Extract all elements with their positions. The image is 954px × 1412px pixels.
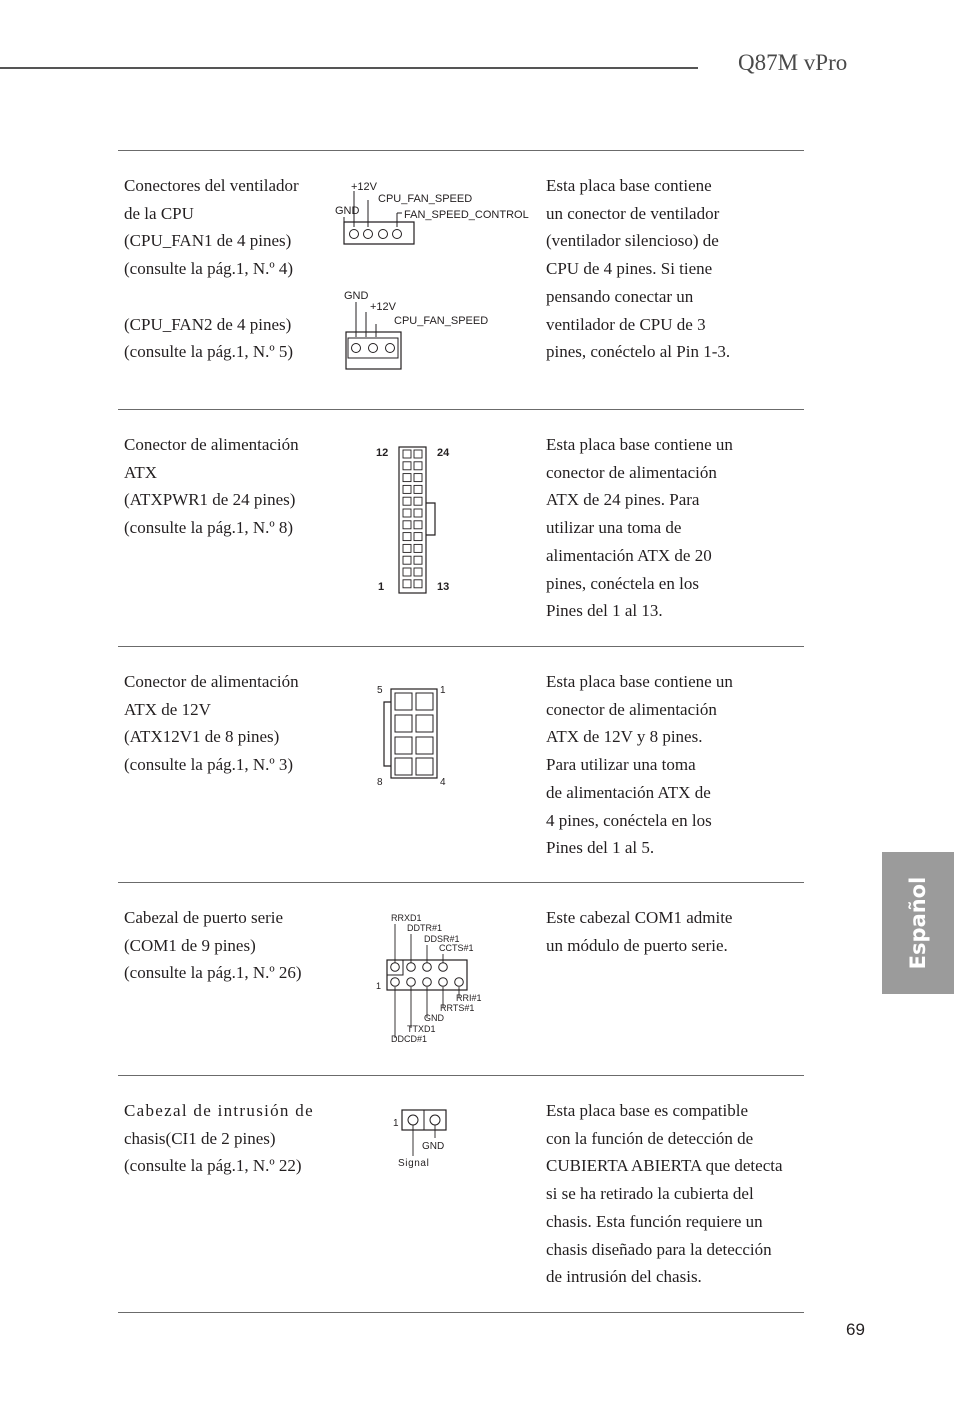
section-divider (118, 150, 804, 151)
chassis-intrusion-description (124, 1097, 339, 1180)
fan2-speed-label: CPU_FAN_SPEED (394, 315, 489, 327)
ci1-gnd-label: GND (422, 1141, 445, 1152)
atx24-pin (403, 580, 411, 588)
fan1-12v-label: +12V (351, 181, 377, 193)
text-line: pines, conéctela en los (546, 573, 699, 593)
com1-rri1-label: RRI#1 (456, 993, 482, 1003)
text-line: chasis(CI1 de 2 pines) (124, 1128, 276, 1148)
com1-ccts1-label: CCTS#1 (439, 943, 474, 953)
text-line: Esta placa base contiene un (546, 435, 733, 454)
atx24-pin (414, 533, 422, 541)
text-line: (consulte la pág.1, N.º 5) (124, 342, 294, 362)
atx-power-description (124, 431, 339, 542)
cpu-fan-description (124, 172, 339, 366)
text-line: un módulo de puerto serie. (546, 935, 728, 955)
atx24-pin (403, 462, 411, 470)
cpu-fan-diagram (330, 172, 545, 377)
atx24-pin (414, 450, 422, 458)
text-line: ventilador de CPU de 3 (546, 314, 706, 334)
text-line: pines, conéctelo al Pin 1-3. (546, 342, 731, 362)
text-line: (consulte la pág.1, N.º 26) (124, 963, 302, 983)
text-line: de alimentación ATX de (546, 782, 711, 802)
atx24-pin (403, 533, 411, 541)
atx24-pin12-label: 12 (376, 447, 389, 459)
atx24-pin (403, 450, 411, 458)
text-line: (CPU_FAN1 de 4 pines) (124, 231, 292, 251)
text-line: Este cabezal COM1 admite (546, 908, 733, 927)
text-line: 4 pines, conéctela en los (546, 810, 712, 830)
atx24-pin (403, 474, 411, 482)
text-line: Esta placa base contiene un (546, 672, 733, 691)
atx24-pin (414, 568, 422, 576)
text-line: (consulte la pág.1, N.º 8) (124, 518, 294, 538)
text-line: (consulte la pág.1, N.º 3) (124, 755, 294, 775)
section-divider (118, 646, 804, 647)
atx-power-explanation (546, 431, 804, 625)
atx24-pin1-label: 1 (378, 581, 385, 593)
fan1-speed-label: CPU_FAN_SPEED (378, 193, 473, 205)
atx12v-description (124, 668, 339, 779)
atx24-pin (414, 462, 422, 470)
text-line: utilizar una toma de (546, 518, 682, 538)
text-line: (ATX12V1 de 8 pines) (124, 727, 280, 747)
text-line: alimentación ATX de 20 (546, 545, 712, 565)
ci1-pin1-label: 1 (393, 1118, 399, 1129)
text-line: Pines del 1 al 13. (546, 601, 663, 621)
atx12v-pin1-label: 1 (440, 685, 446, 696)
atx24-pin (414, 580, 422, 588)
text-line: CPU de 4 pines. Si tiene (546, 259, 713, 279)
text-line: (ATXPWR1 de 24 pines) (124, 490, 296, 510)
section-divider (118, 882, 804, 883)
fan1-control-label: FAN_SPEED_CONTROL (404, 209, 529, 221)
com1-explanation (546, 904, 804, 959)
text-line: (COM1 de 9 pines) (124, 935, 256, 955)
atx24-pin (403, 521, 411, 529)
atx24-pin (414, 497, 422, 505)
page-number: 69 (846, 1320, 865, 1339)
atx24-pin (403, 497, 411, 505)
text-line: (consulte la pág.1, N.º 4) (124, 259, 294, 279)
fan1-gnd-label: GND (335, 205, 360, 217)
com1-ttxd1-label: TTXD1 (407, 1024, 436, 1034)
text-line: Para utilizar una toma (546, 755, 696, 775)
atx24-pin (403, 509, 411, 517)
text-line: de la CPU (124, 203, 194, 223)
com1-pin1-label: 1 (376, 981, 382, 991)
text-line: ATX de 24 pines. Para (546, 490, 700, 510)
text-line: ATX de 12V y 8 pines. (546, 727, 703, 747)
text-line: Pines del 1 al 5. (546, 838, 655, 858)
text-line: un conector de ventilador (546, 203, 720, 223)
text-line: ATX de 12V (124, 699, 211, 719)
atx12v-explanation (546, 668, 804, 862)
text-line: ATX (124, 462, 158, 482)
section-divider (118, 1075, 804, 1076)
chassis-intrusion-explanation (546, 1097, 804, 1291)
atx24-diagram (330, 438, 530, 608)
atx24-pin (414, 556, 422, 564)
text-line: CUBIERTA ABIERTA que detecta (546, 1156, 783, 1176)
text-line: (ventilador silencioso) de (546, 231, 719, 251)
text-line: Cabezal de puerto serie (124, 908, 284, 927)
com1-ddtr1-label: DDTR#1 (407, 923, 443, 933)
text-line: Conector de alimentación (124, 435, 299, 454)
atx24-pin (414, 485, 422, 493)
atx12v-pin5-label: 5 (377, 685, 383, 696)
com1-ddcd1-label: DDCD#1 (391, 1034, 428, 1044)
text-line: chasis. Esta función requiere un (546, 1211, 763, 1231)
atx24-pin24-label: 24 (437, 447, 450, 459)
atx24-pin (403, 556, 411, 564)
atx24-pin (414, 509, 422, 517)
text-line: con la función de detección de (546, 1128, 754, 1148)
text-line: (CPU_FAN2 de 4 pines) (124, 314, 292, 334)
text-line: Esta placa base contiene (546, 176, 712, 195)
atx24-pin (414, 544, 422, 552)
text-line: conector de alimentación (546, 699, 717, 719)
atx24-pin13-label: 13 (437, 581, 450, 593)
atx12v-pin8-label: 8 (377, 777, 383, 788)
atx24-pin (414, 521, 422, 529)
text-line: (consulte la pág.1, N.º 22) (124, 1156, 302, 1176)
text-line: chasis diseñado para la detección (546, 1239, 772, 1259)
com1-gnd-label: GND (424, 1013, 444, 1023)
atx12v-connector (391, 689, 437, 778)
com1-rrts1-label: RRTS#1 (440, 1003, 475, 1013)
atx24-pin (403, 568, 411, 576)
com1-ddsr1-label: DDSR#1 (424, 934, 460, 944)
fan2-gnd-label: GND (344, 290, 369, 302)
text-line: si se ha retirado la cubierta del (546, 1184, 754, 1204)
text-line: de intrusión del chasis. (546, 1267, 702, 1287)
fan2-12v-label: +12V (370, 301, 396, 313)
atx12v-pin4-label: 4 (440, 777, 446, 788)
cpu-fan-explanation (546, 172, 804, 366)
text-line: pensando conectar un (546, 286, 694, 306)
language-tab (882, 852, 954, 994)
com1-rrxd1-label: RRXD1 (391, 913, 422, 923)
language-tab-label: Español (906, 876, 930, 970)
section-divider (118, 409, 804, 410)
com1-diagram (330, 908, 530, 1053)
chassis-intrusion-diagram (330, 1104, 530, 1174)
atx24-pin (414, 474, 422, 482)
atx24-pin (403, 544, 411, 552)
text-line: Esta placa base es compatible (546, 1101, 749, 1120)
text-line: Cabezal de intrusión de (124, 1101, 314, 1120)
atx12v-diagram (330, 680, 530, 795)
text-line: Conector de alimentación (124, 672, 299, 691)
text-line: Conectores del ventilador (124, 176, 299, 195)
header-rule (0, 67, 698, 69)
model-title: Q87M vPro (738, 50, 848, 75)
atx24-pin (403, 485, 411, 493)
atx24-pins (403, 450, 422, 588)
text-line (124, 283, 339, 311)
ci1-signal-label: Signal (398, 1158, 430, 1169)
section-divider (118, 1312, 804, 1313)
text-line: conector de alimentación (546, 462, 717, 482)
com1-description (124, 904, 339, 987)
